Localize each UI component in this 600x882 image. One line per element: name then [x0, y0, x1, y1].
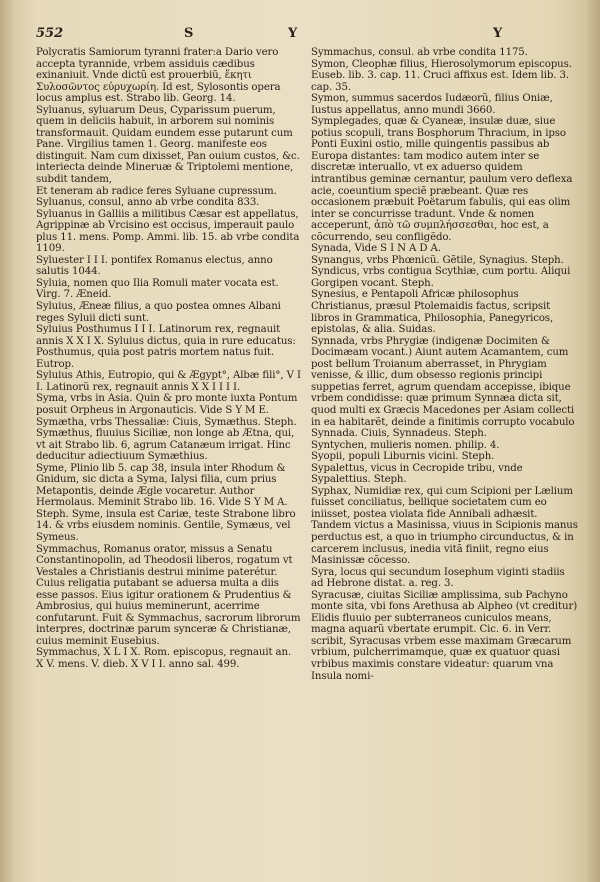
- entry-symaethus: Symæthus, fluuius Siciliæ, non longe ab Ætna, qui, vt ait Strabo lib. 6, agrum Catanæum irrigat. Hinc deducitur adiectiuum Symæthius.: [36, 428, 295, 463]
- page-edge-shadow-right: [586, 0, 600, 882]
- entry-symplegades: Symplegades, quæ & Cyaneæ, insulæ duæ, siue potius scopuli, trans Bosphorum Thracium, in ipso Ponti Euxini ostio, mille quingentis passibus ab Europa distantes: tam modico autem inter se discretæ interuallo, vt ex aduerso quidem intrantibus geminæ cernantur, paulum vero deflexa acie, coeuntium speciẽ præbeant. Quæ res occasionem præbuit Poëtarum fabulis, qui eas olim inter se concurrisse tradunt. Vnde & nomen acceperunt, ἀπὸ τῶ συμπλήσσεσθαι, hoc est, a cõcurrendo, seu confligẽdo.: [311, 116, 573, 243]
- entry-symmachus-episcopus: Symmachus, X L I X. Rom. episcopus, regnauit an. X V. mens. V. dieb. X V I I. anno sal. 499.: [36, 647, 292, 670]
- entry-symmachus-consul: Symmachus, consul. ab vrbe condita 1175.: [311, 47, 528, 58]
- entry-syluius-posthumus: Syluius Posthumus I I I. Latinorum rex, regnauit annis X X I X. Syluius dictus, quia in rure educatus: Posthumus, quia post patris mortem natus fuit. Eutrop.: [36, 324, 296, 370]
- entry-sypalettus: Sypalettus, vicus in Cecropide tribu, vnde Sypalettius. Steph.: [311, 462, 523, 486]
- entry-synnada: Synnada, vrbs Phrygiæ (indigenæ Docimiten & Docimæam vocant.) Aiunt autem Acamantem, cum post bellum Troianum aberrasset, in Phrygiam venisse, & illic, dum obsesso regionis principi suppetias ferret, agrum quendam accepisse, ibique vrbem condidisse: quæ primum Synnæa dicta sit, quod multi ex Græcis Macedones per Asiam collecti in ea habitarẽt, deinde a finitimis corrupto vocabulo Synnada. Ciuis, Synnadeus. Steph.: [311, 335, 575, 440]
- entry-syntychen: Syntychen, mulieris nomen. philip. 4.: [311, 439, 500, 451]
- entry-syra: Syra, locus qui secundum Iosephum viginti stadiis ad Hebrone distat. a. reg. 3.: [311, 566, 565, 590]
- entry-syluia: Syluia, nomen quo Ilia Romuli mater vocata est. Virg. 7. Æneid.: [36, 277, 279, 301]
- header-letter-right: Y: [493, 26, 503, 41]
- entry-syme: Syme, Plinio lib 5. cap 38, insula inter Rhodum & Gnidum, sic dicta a Syma, Ialysi filia, cum prius Metapontis, deinde Ægle vocaretur. Author Hermolaus. Meminit Strabo lib. 16. Vide S Y M A. Steph. Syme, insula est Cariæ, teste Strabone libro 14. & vrbs eiusdem nominis. Gentile, Symæus, vel Symeus.: [36, 462, 296, 543]
- entry-synada: Synada, Vide S I N A D A.: [311, 243, 441, 255]
- entry-symaetha: Symætha, vrbs Thessaliæ: Ciuis, Symæthus. Steph.: [36, 416, 297, 428]
- entry-syluanus-gallia: Syluanus in Galliis a militibus Cæsar est appellatus, Agrippinæ ab Vrcisino est occisus, imperauit paulo plus 11. mens. Pomp. Ammi. lib. 15. ab vrbe condita 1109.: [36, 208, 300, 255]
- entry-syndicus: Syndicus, vrbs contigua Scythiæ, cum portu. Aliqui Gorgipen vocant. Steph.: [311, 266, 571, 289]
- right-column: [311, 47, 579, 682]
- left-column: [36, 47, 301, 671]
- entry-symon-sacerdos: Symon, summus sacerdos Iudæorũ, filius Oniæ, Iustus appellatus, anno mundi 3660.: [311, 93, 553, 116]
- entry-syopii: Syopii, populi Liburnis vicini. Steph.: [311, 451, 495, 463]
- entry-syluanus-deus: Syluanus, syluarum Deus, Cyparissum puerum, quem in deliciis habuit, in arborem sui nominis transformauit. Quidam eundem esse putarunt cum Pane. Virgilius tamen 1. Georg. manifeste eos distinguit. Nam cum dixisset, Pan ouium custos, &c. interiecta deinde Mineruæ & Triptolemi mentione, subdit tandem,: [36, 104, 300, 186]
- entry-symmachus-orator: Symmachus, Romanus orator, missus a Senatu Constantinopolin, ad Theodosii liberos, rogatum vt Vestales a Christianis destrui minime paterétur. Cuius religatia putabant se aduersa multa a diis esse passos. Eius igitur orationem & Prudentius & Ambrosius, qui huius meminerunt, acerrime confutarunt. Fuit & Symmachus, sacrorum librorum interpres, doctrinæ parum synceræ & Christianæ, cuius meminit Eusebius.: [36, 543, 301, 647]
- entry-synangus: Synangus, vrbs Phœnicũ. Gẽtile, Synagius. Steph.: [311, 254, 564, 266]
- entry-syracusae: Syracusæ, ciuitas Siciliæ amplissima, sub Pachyno monte sita, vbi fons Arethusa ab Alpheo (vt creditur) Elidis fluuio per subterraneos cuniculos means, magna aquarũ vbertate erumpit. Cic. 6. in Verr. scribit, Syracusas vrbem esse maximam Græcarum vrbium, pulcherrimamque, quæ ex quatuor quasi vrbibus maximis constare videatur: quarum vna Insula nomi-: [311, 589, 578, 682]
- entry-syluanus-consul: Syluanus, consul, anno ab vrbe condita 833.: [36, 197, 260, 209]
- entry-verse-quote: Et teneram ab radice feres Syluane cupressum.: [36, 185, 277, 197]
- page-number: 552: [36, 26, 64, 41]
- entry-syphax: Syphax, Numidiæ rex, qui cum Scipioni per Lælium fuisset conciliatus, bellique societatem cum eo iniisset, postea violata fide Annibali adhæsit. Tandem victus a Masinissa, viuus in Scipionis manus perductus est, a quo in triumpho circunductus, & in carcerem inclusus, inedia vitã finiit, regno eius Masinissæ cõcesso.: [311, 485, 578, 567]
- entry-synesius: Synesius, e Pentapoli Africæ philosophus Christianus, præsul Ptolemaidis factus, scripsit libros in Grammatica, Philosophia, Panegyricos, epistolas, & alia. Suidas.: [311, 289, 554, 336]
- entry-syluius: Syluius, Æneæ filius, a quo postea omnes Albani reges Syluii dicti sunt.: [36, 301, 281, 324]
- header-letter-mid: Y: [288, 26, 298, 41]
- entry-syluius-athis: Syluius Athis, Eutropio, qui & Ægypt°, Albæ fili°, V I I. Latinorũ rex, regnauit annis X X I I I I.: [36, 370, 301, 393]
- entry-symon-cleophae: Symon, Cleophæ filius, Hierosolymorum episcopus. Euseb. lib. 3. cap. 11. Cruci affixus est. Idem lib. 3. cap. 35.: [311, 58, 572, 93]
- entry-syluester: Syluester I I I. pontifex Romanus electus, anno salutis 1044.: [36, 254, 273, 278]
- entry-syma: Syma, vrbs in Asia. Quin & pro monte iuxta Pontum posuit Orpheus in Argonauticis. Vide S Y M E.: [36, 393, 298, 416]
- header-letter-left: S: [184, 26, 194, 41]
- page-edge-shadow-left: [0, 0, 14, 882]
- entry-sylosontis: Polycratis Samiorum tyranni frater:a Dario vero accepta tyrannide, vrbem assiduis cædibus exinaniuit. Vnde dictũ est prouerbiũ, ἕκητι Συλοσῶντος εὐρυχωρίη. Id est, Sylosontis opera locus amplus est. Strabo lib. Georg. 14.: [36, 47, 281, 105]
- running-header: [36, 26, 578, 46]
